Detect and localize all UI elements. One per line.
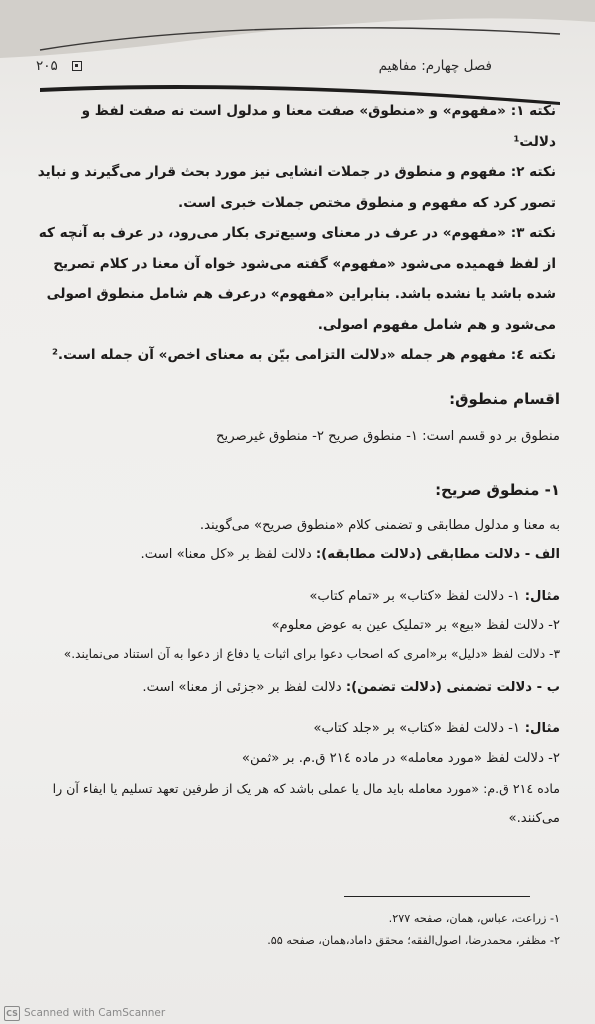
page-number: ۲۰۵ (36, 58, 58, 74)
footnote-2: ۲- مظفر، محمدرضا، اصول‌الفقه؛ محقق داماد،همان، صفحه ۵۵. (267, 934, 560, 947)
camscanner-logo-icon: CS (4, 1006, 20, 1021)
definition-alef-text: دلالت لفظ بر «کل معنا» است. (140, 547, 312, 562)
note-3: نکته ۳: «مفهوم» در عرف در معنای وسیع‌تری بکار می‌رود، در عرف به آنچه که از لفظ فهمیده می‌شود «مفهوم» گفته می‌شود خواه آن معنا در کلام تصریح شده باشد یا نشده باشد. بنابراین «مفهوم» درعرف هم شامل منطوق اصولی می‌شود و هم شامل مفهوم اصولی. (38, 225, 556, 333)
square-bullet-icon (72, 61, 82, 71)
definition-be (142, 680, 560, 695)
notes-box (36, 96, 556, 371)
example-1-item-3: ۳- دلالت لفظ «دلیل» بر«امری که اصحاب دعوا برای اثبات یا دفاع از دعوا به آن استناد می‌نمایند.» (63, 647, 560, 661)
note-1: نکته ۱: «مفهوم» و «منطوق» صفت معنا و مدلول است نه صفت لفظ و دلالت¹ (81, 103, 556, 150)
example-2-item-3-cont: می‌کنند.» (508, 811, 560, 826)
watermark-text: Scanned with CamScanner (24, 1007, 166, 1019)
definition-be-text: دلالت لفظ بر «جزئی از معنا» است. (142, 680, 342, 695)
scanner-watermark (4, 1005, 165, 1021)
example-1-item-1: ۱- دلالت لفظ «کتاب» بر «تمام کتاب» (309, 589, 520, 604)
running-header (22, 56, 532, 82)
subsection-intro: به معنا و مدلول مطابقی و تضمنی کلام «منطوق صریح» می‌گویند. (199, 518, 560, 533)
footnotes (30, 908, 560, 952)
definition-alef (141, 547, 560, 562)
example-1-item-2: ۲- دلالت لفظ «بیع» بر «تملیک عین به عوض معلوم» (271, 618, 560, 633)
example-2-label: مثال: (524, 721, 560, 736)
chapter-title: فصل چهارم: مفاهیم (378, 58, 492, 74)
subsection-title: ۱- منطوق صریح: (435, 481, 560, 499)
note-4: نکته ٤: مفهوم هر جمله «دلالت التزامی بیّن به معنای اخص» آن جمله است.² (51, 347, 556, 363)
section-intro: منطوق بر دو قسم است: ۱- منطوق صریح ۲- منطوق غیرصریح (216, 429, 560, 444)
example-1-label: مثال: (524, 589, 560, 604)
definition-be-label: ب - دلالت تضمنی (دلالت تضمن): (345, 680, 560, 695)
example-2-item-3: ماده ۲۱٤ ق.م: «مورد معامله باید مال یا عملی باشد که هر یک از طرفین تعهد تسلیم یا ایفاء آن را (52, 781, 560, 796)
section-title: اقسام منطوق: (449, 390, 560, 408)
example-2-item-2: ۲- دلالت لفظ «مورد معامله» در ماده ۲۱٤ ق.م. بر «ثمن» (241, 751, 560, 766)
note-2: نکته ۲: مفهوم و منطوق در جملات انشایی نیز مورد بحث قرار می‌گیرند و نباید تصور کرد که مفهوم و منطوق مختص جملات خبری است. (37, 164, 556, 211)
footnote-divider (344, 896, 530, 897)
footnote-1: ۱- زراعت، عباس، همان، صفحه ۲۷۷. (388, 912, 560, 925)
definition-alef-label: الف - دلالت مطابقی (دلالت مطابقه): (315, 547, 560, 562)
example-2-item-1: ۱- دلالت لفظ «کتاب» بر «جلد کتاب» (313, 721, 520, 736)
